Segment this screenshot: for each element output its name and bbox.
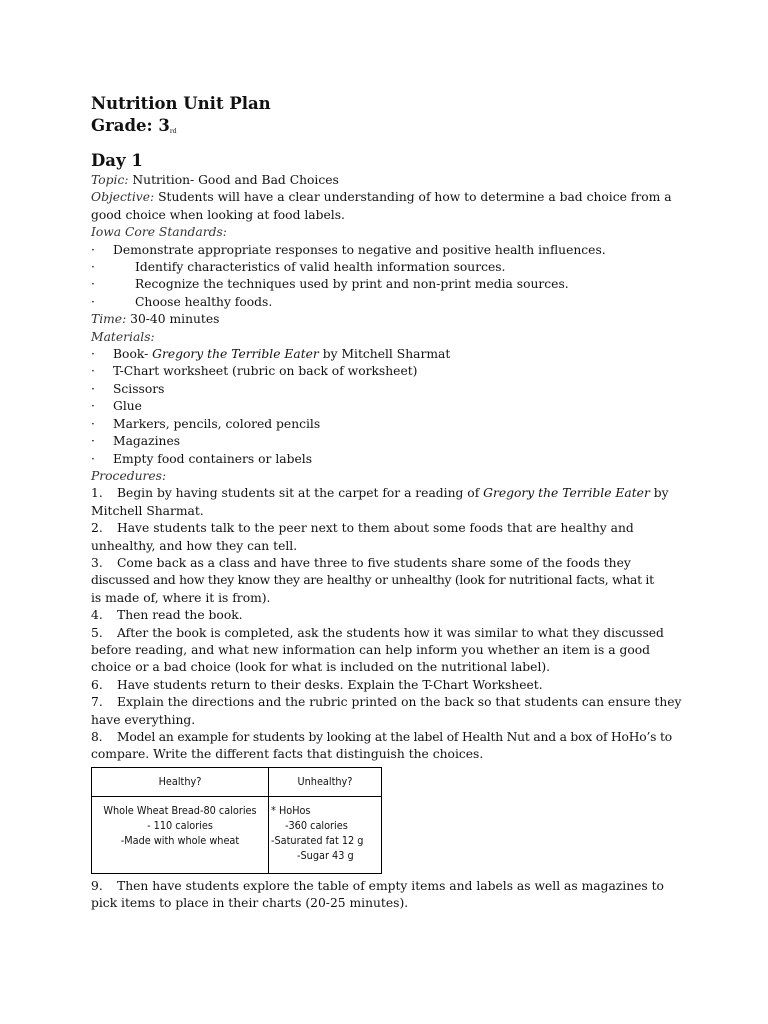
procedure-step: 9. Then have students explore the table of empty items and labels as well as magazines to [91,878,664,893]
standard-item: · Identify characteristics of valid health information sources. [91,260,506,275]
standards-label: Iowa Core Standards: [91,225,227,240]
procedure-step-cont: choice or a bad choice (look for what is included on the nutritional label). [91,660,551,675]
healthy-cell: Whole Wheat Bread-80 calories - 110 calories -Made with whole wheat [92,796,269,873]
table-row [92,796,382,873]
procedures-label: Procedures: [91,468,167,483]
time-line: Time: 30-40 minutes [91,312,220,327]
procedure-step-cont: unhealthy, and how they can tell. [91,538,298,553]
procedure-step-cont: have everything. [91,712,196,727]
grade-heading: Grade: 3rd [91,116,177,135]
healthy-unhealthy-table [91,767,382,874]
procedure-step: 7. Explain the directions and the rubric printed on the back so that students can ensure they [91,695,682,710]
objective-line: Objective: Students will have a clear understanding of how to determine a bad choice from a [91,190,672,205]
procedure-step-cont: compare. Write the different facts that distinguish the choices. [91,747,484,762]
procedure-step-cont: discussed and how they know they are healthy or unhealthy (look for nutritional facts, what it [91,573,654,588]
material-item: · Book- Gregory the Terrible Eater by Mitchell Sharmat [91,347,451,362]
procedure-step: 5. After the book is completed, ask the students how it was similar to what they discussed [91,625,664,640]
table-header-row [92,767,382,796]
objective-line-2: good choice when looking at food labels. [91,207,345,222]
standard-item: · Choose healthy foods. [91,294,273,309]
standard-item: · Demonstrate appropriate responses to negative and positive health influences. [91,242,606,257]
material-item: · Magazines [91,434,181,449]
document-page [91,93,691,913]
material-item: · Scissors [91,381,165,396]
standard-item: · Recognize the techniques used by print and non-print media sources. [91,277,569,292]
material-item: · Markers, pencils, colored pencils [91,416,321,431]
procedure-step-cont: before reading, and what new information can help inform you whether an item is a good [91,642,651,657]
procedure-step-cont: pick items to place in their charts (20-25 minutes). [91,896,409,911]
procedure-step-cont: Mitchell Sharmat. [91,503,204,518]
procedure-step: 8. Model an example for students by looking at the label of Health Nut and a box of HoHo’s to [91,730,672,744]
procedure-step: 2. Have students talk to the peer next to them about some foods that are healthy and [91,521,634,536]
procedure-step-cont: is made of, where it is from). [91,590,271,605]
document-title: Nutrition Unit Plan [91,94,271,113]
header-unhealthy: Unhealthy? [269,767,382,796]
unhealthy-cell: * HoHos -360 calories -Saturated fat 12 g -Sugar 43 g [269,796,382,873]
material-item: · Glue [91,399,142,414]
materials-label: Materials: [91,329,155,344]
procedure-step: 4. Then read the book. [91,608,243,623]
procedure-step: 3. Come back as a class and have three to five students share some of the foods they [91,555,631,570]
topic-line: Topic: Nutrition- Good and Bad Choices [91,173,339,187]
procedure-step: 1. Begin by having students sit at the carpet for a reading of Gregory the Terrible Eater by [91,486,669,501]
material-item: · Empty food containers or labels [91,451,313,466]
day-heading: Day 1 [91,151,143,170]
material-item: · T-Chart worksheet (rubric on back of worksheet) [91,364,418,379]
header-healthy: Healthy? [92,767,269,796]
procedure-step: 6. Have students return to their desks. Explain the T-Chart Worksheet. [91,677,543,692]
